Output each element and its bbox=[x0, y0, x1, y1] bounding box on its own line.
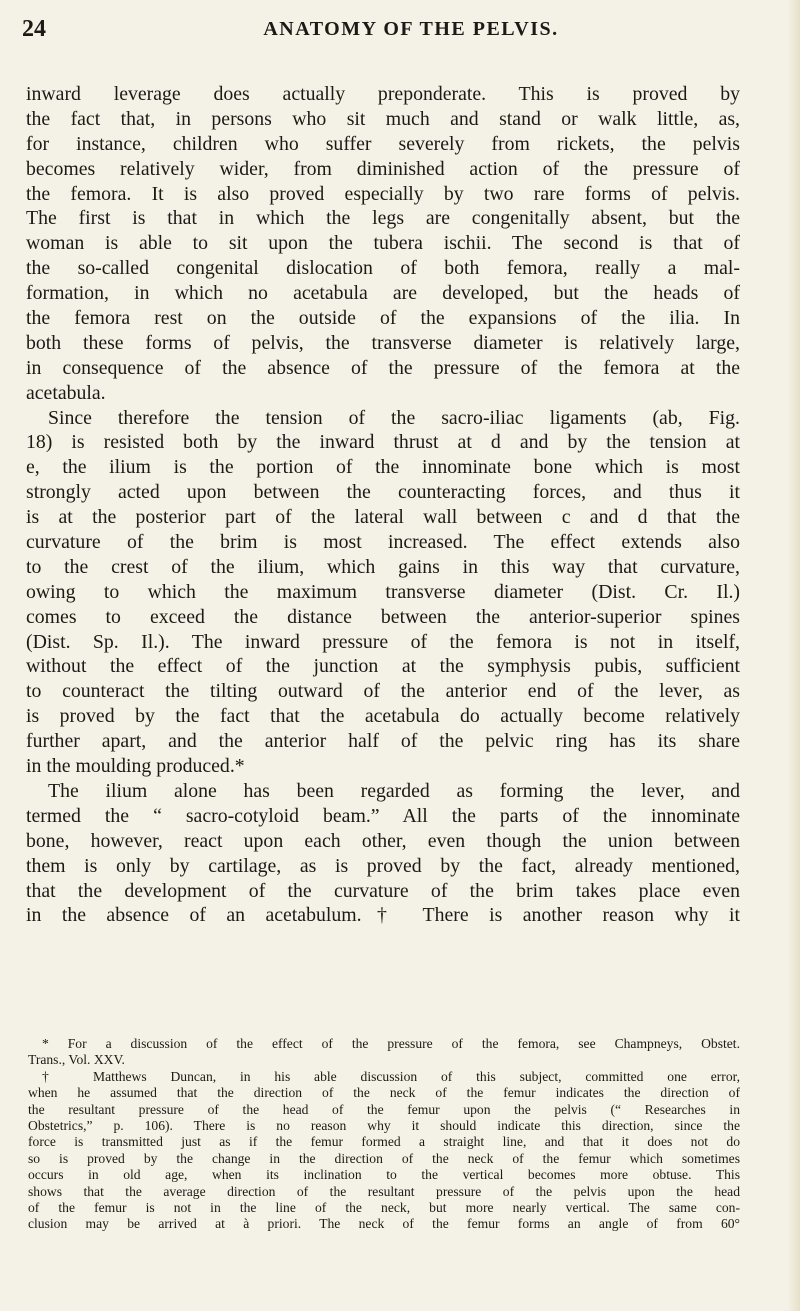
footnote-line: Obstetrics,” p. 106). There is no reason why it should indicate this direction, since the bbox=[28, 1117, 740, 1133]
text-line: in the moulding produced.* bbox=[26, 755, 245, 778]
page-edge-shadow bbox=[788, 0, 800, 1311]
text-line: further apart, and the anterior half of the pelvic ring has its share bbox=[26, 730, 740, 753]
text-line: in the absence of an acetabulum.† There is another reason why it bbox=[26, 904, 740, 927]
text-line: both these forms of pelvis, the transverse diameter is relatively large, bbox=[26, 331, 740, 354]
text-line: strongly acted upon between the counteracting forces, and thus it bbox=[26, 481, 740, 504]
text-line: formation, in which no acetabula are developed, but the heads of bbox=[26, 282, 740, 305]
text-line: inward leverage does actually preponderate. This is proved by bbox=[26, 83, 740, 105]
text-line: e, the ilium is the portion of the innominate bone which is most bbox=[26, 456, 740, 479]
footnote-line: so is proved by the change in the direction of the neck of the femur which sometimes bbox=[28, 1150, 740, 1166]
footnote-line: when he assumed that the direction of the neck of the femur indicates the direction of bbox=[28, 1085, 740, 1101]
footnote-line: the resultant pressure of the head of the femur upon the pelvis (“ Researches in bbox=[28, 1101, 740, 1117]
running-title: ANATOMY OF THE PELVIS. bbox=[263, 18, 559, 40]
text-line: the femora. It is also proved especially by two rare forms of pelvis. bbox=[26, 182, 740, 205]
footnotes bbox=[28, 1036, 740, 1233]
footnote-line: shows that the average direction of the resultant pressure of the pelvis upon the head bbox=[28, 1183, 740, 1199]
text-line: woman is able to sit upon the tubera ischii. The second is that of bbox=[26, 232, 740, 255]
body-text bbox=[26, 82, 740, 928]
text-line: The ilium alone has been regarded as forming the lever, and bbox=[48, 779, 740, 802]
text-line: to the crest of the ilium, which gains in this way that curvature, bbox=[26, 555, 740, 578]
text-line: is at the posterior part of the lateral wall between c and d that the bbox=[26, 506, 740, 529]
text-line: in consequence of the absence of the pressure of the femora at the bbox=[26, 356, 740, 379]
text-line: owing to which the maximum transverse diameter (Dist. Cr. Il.) bbox=[26, 580, 740, 603]
footnote-line: force is transmitted just as if the femur formed a straight line, and that it does not do bbox=[28, 1134, 740, 1150]
text-line: 18) is resisted both by the inward thrust at d and by the tension at bbox=[26, 431, 740, 454]
text-line: is proved by the fact that the acetabula do actually become relatively bbox=[26, 705, 740, 728]
text-line: bone, however, react upon each other, even though the union between bbox=[26, 829, 740, 852]
footnote-line: occurs in old age, when its inclination to the vertical becomes more obtuse. This bbox=[28, 1167, 740, 1183]
text-line: to counteract the tilting outward of the anterior end of the lever, as bbox=[26, 680, 740, 703]
page-number: 24 bbox=[22, 16, 46, 42]
text-line: them is only by cartilage, as is proved by the fact, already mentioned, bbox=[26, 854, 740, 877]
text-line: without the effect of the junction at the symphysis pubis, sufficient bbox=[26, 655, 740, 678]
text-line: the so-called congenital dislocation of both femora, really a mal- bbox=[26, 257, 740, 280]
text-line: Since therefore the tension of the sacro-iliac ligaments (ab, Fig. bbox=[48, 406, 740, 429]
text-line: termed the “ sacro-cotyloid beam.” All the parts of the innominate bbox=[26, 804, 740, 827]
text-line: the femora rest on the outside of the expansions of the ilia. In bbox=[26, 307, 740, 330]
text-line: becomes relatively wider, from diminished action of the pressure of bbox=[26, 157, 740, 180]
text-line: (Dist. Sp. Il.). The inward pressure of the femora is not in itself, bbox=[26, 630, 740, 653]
text-line: The first is that in which the legs are congenitally absent, but the bbox=[26, 207, 740, 230]
footnote-line: Trans., Vol. XXV. bbox=[28, 1052, 125, 1068]
text-line: for instance, children who suffer severely from rickets, the pelvis bbox=[26, 132, 740, 155]
text-line: the fact that, in persons who sit much and stand or walk little, as, bbox=[26, 107, 740, 130]
footnote-line: † Matthews Duncan, in his able discussion of this subject, committed one error, bbox=[42, 1068, 740, 1084]
footnote-line: * For a discussion of the effect of the pressure of the femora, see Champneys, Obstet. bbox=[42, 1036, 740, 1051]
text-line: acetabula. bbox=[26, 381, 106, 404]
text-line: comes to exceed the distance between the anterior-superior spines bbox=[26, 605, 740, 628]
page-header bbox=[22, 16, 760, 56]
footnote-line: clusion may be arrived at à priori. The neck of the femur forms an angle of from 60° bbox=[28, 1216, 740, 1232]
text-line: curvature of the brim is most increased. The effect extends also bbox=[26, 531, 740, 554]
text-line: that the development of the curvature of the brim takes place even bbox=[26, 879, 740, 902]
footnote-line: of the femur is not in the line of the neck, but more nearly vertical. The same con- bbox=[28, 1199, 740, 1215]
